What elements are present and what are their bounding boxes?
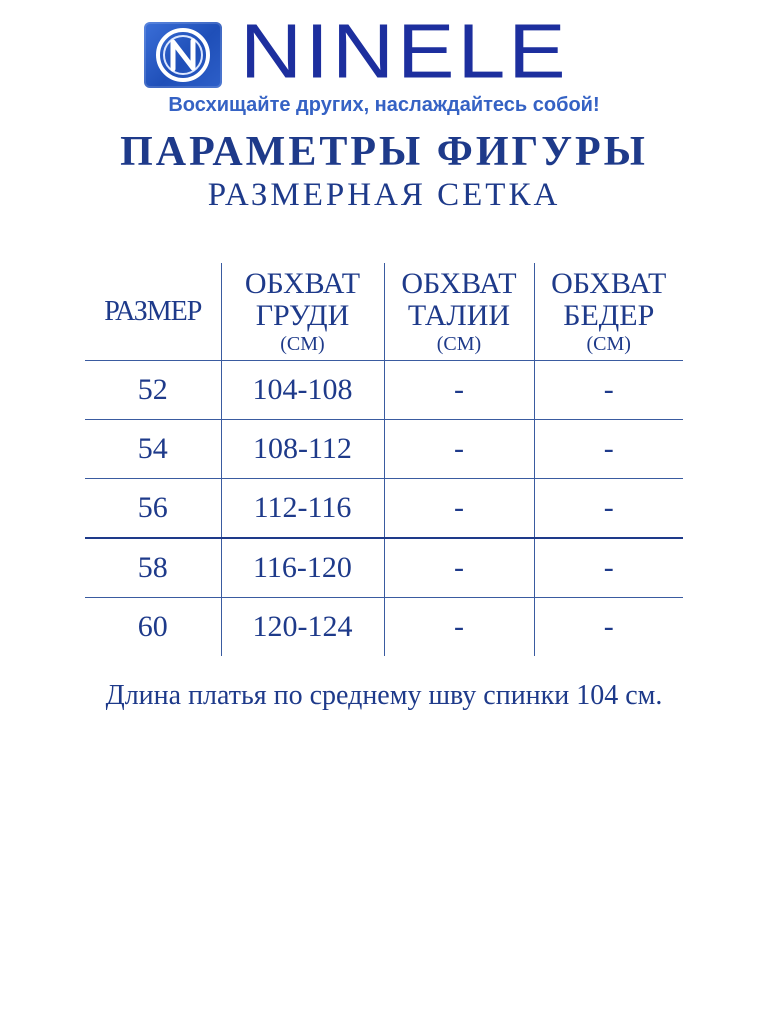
cell-size: 54	[85, 420, 221, 479]
column-header-chest-line2: ГРУДИ	[255, 299, 350, 332]
column-header-hips-line2: БЕДЕР	[563, 299, 655, 332]
cell-hips: -	[534, 598, 683, 657]
cell-waist: -	[384, 479, 534, 539]
column-header-hips-unit: (СМ)	[586, 333, 631, 355]
cell-size: 52	[85, 361, 221, 420]
brand-name: NINELE	[240, 8, 569, 95]
column-header-chest-unit: (СМ)	[280, 333, 325, 355]
cell-chest: 120-124	[221, 598, 384, 657]
cell-hips: -	[534, 420, 683, 479]
brand-tagline: Восхищайте других, наслаждайтесь собой!	[168, 94, 600, 116]
column-header-hips	[534, 263, 683, 361]
cell-waist: -	[384, 538, 534, 598]
column-header-chest-line1: ОБХВАТ	[244, 267, 361, 300]
brand-header	[0, 0, 768, 125]
cell-size: 56	[85, 479, 221, 539]
cell-hips: -	[534, 538, 683, 598]
cell-chest: 108-112	[221, 420, 384, 479]
table-row	[85, 420, 683, 479]
column-header-chest	[221, 263, 384, 361]
column-header-size	[85, 263, 221, 361]
column-header-size-label: РАЗМЕР	[104, 295, 202, 327]
column-header-hips-line1: ОБХВАТ	[551, 267, 667, 300]
table-row	[85, 598, 683, 657]
cell-chest: 112-116	[221, 479, 384, 539]
cell-chest: 104-108	[221, 361, 384, 420]
cell-waist: -	[384, 598, 534, 657]
cell-waist: -	[384, 361, 534, 420]
page-title: ПАРАМЕТРЫ ФИГУРЫ	[120, 129, 648, 175]
cell-hips: -	[534, 479, 683, 539]
column-header-waist-line2: ТАЛИИ	[407, 299, 511, 332]
size-chart-table	[85, 263, 683, 656]
column-header-waist-line1: ОБХВАТ	[401, 267, 517, 300]
cell-size: 58	[85, 538, 221, 598]
column-header-waist-unit: (СМ)	[436, 333, 482, 355]
table-row	[85, 538, 683, 598]
table-row	[85, 361, 683, 420]
cell-hips: -	[534, 361, 683, 420]
table-row	[85, 479, 683, 539]
table-header-row	[85, 263, 683, 361]
brand-logo-icon	[144, 22, 222, 88]
column-header-waist	[384, 263, 534, 361]
dress-length-note: Длина платья по среднему шву спинки 104 см.	[105, 680, 663, 711]
cell-size: 60	[137, 610, 168, 643]
page-subtitle: РАЗМЕРНАЯ СЕТКА	[207, 177, 561, 213]
cell-waist: -	[384, 420, 534, 479]
cell-chest: 116-120	[221, 538, 384, 598]
